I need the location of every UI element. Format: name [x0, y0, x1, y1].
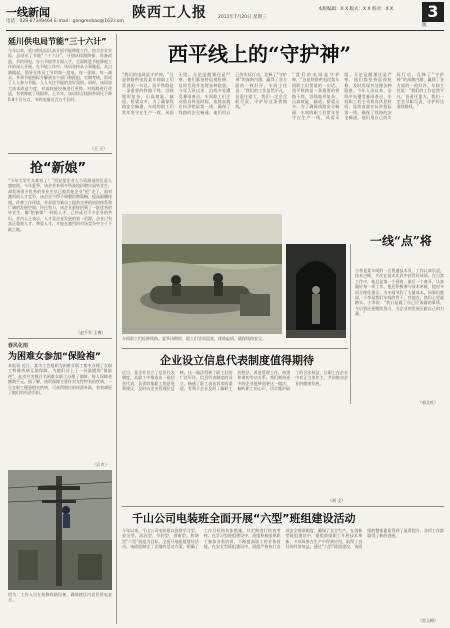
page-header [0, 0, 450, 30]
bottom-story-signature: （雷玉梅） [418, 618, 438, 623]
story3-body: 本报讯 近日，某市工会组织为困难女职工集中办理了女职工特殊疾病互助保障，为她们送上了一份温暖的“保险袍”。此次共为数百名困难女职工办理了保障，每人保障金额数千元。据了解，该项保障主要针对女性特有的疾病，一旦女职工罹患相关疾病，可获得相应的经济补助，有效减轻了她们的经济负担。 [8, 363, 112, 396]
divider [122, 348, 348, 349]
column-divider [350, 244, 351, 404]
page-label: 版 [422, 23, 427, 28]
story3-title: 为困难女参加“保险袍” [8, 352, 101, 362]
newspaper-masthead: 陕西工人报 [132, 5, 207, 21]
side-story-signature: （郭全旺） [418, 400, 438, 405]
tunnel-illustration [286, 244, 346, 338]
main-story-body-right: “我们的电网是守护神，”这是铁路供电段某车间职工们常说的一句话。西平铁路是一条重要的铁路干线，沿线地形复杂，山高坡陡，隧道、桥梁众多。为了确保线路安全畅通，车间的职工们常年坚守在生产一线，风雨无阻。无论是酷暑还是严寒，他们都坚持巡视检修，及时发现并处理各种隐患。今年入汛以来，沿线多处遭受暴雨袭击，车间职工们主动放弃休息时间，连续奋战在抗洪抢险第一线，确保了线路的安全畅通。他们用自己的实际行动，诠释了“守护神”的深刻内涵，赢得了各方面的一致好评。车间主任说：“我们的工作虽然平凡，但责任重大，我们一定会尽职尽责，守护好这条铁路线。” [292, 72, 444, 121]
flood-scene-illustration [122, 214, 282, 334]
publication-date: 2011年7月20日 星期三 [218, 15, 267, 20]
side-story-body: 小李是某车间的一名普通技术员，工作认真负责，技术过硬，多次在技术比武中获得好成绩。在日常工作中，他总是第一个到岗，最后一个离开，认真做好每一项工作。他还积极参与技术革新，提出多项合理化建议，为车间节约了大量成本。同事们都说，小李是我们车间的骨干，有他在，我们心里就踏实。小李说：“我只是做了自己应该做的事情，今后我还要继续努力，为企业的发展贡献自己的力量。” [355, 268, 444, 317]
main-story-title: 西平线上的“守护神” [168, 42, 352, 66]
story2-title: 抢“新娘” [30, 161, 87, 176]
divider [122, 506, 444, 507]
divider [8, 153, 112, 154]
bottom-story-title: 千山公司电装班全面开展“六型”班组建设活动 [132, 512, 356, 525]
story1-signature: （王 天） [90, 146, 108, 151]
main-story-body-left: “我们的电网是守护神，”这是铁路供电段某车间职工们常说的一句话。西平铁路是一条重要的铁路干线，沿线地形复杂，山高坡陡，隧道、桥梁众多。为了确保线路安全畅通，车间的职工们常年坚守在生产一线，风雨无阻。无论是酷暑还是严寒，他们都坚持巡视检修，及时发现并处理各种隐患。今年入汛以来，沿线多处遭受暴雨袭击，车间职工们主动放弃休息时间，连续奋战在抗洪抢险第一线，确保了线路的安全畅通。他们用自己的实际行动，诠释了“守护神”的深刻内涵，赢得了各方面的一致好评。车间主任说：“我们的工作虽然平凡，但责任重大，我们一定会尽职尽责，守护好这条铁路线。” [122, 72, 287, 115]
page-number: 3 [422, 2, 444, 22]
header-rule [6, 30, 444, 31]
column-divider [116, 34, 117, 624]
mid-story-body: 近日，某企业设立了信息代表制度，从职工中推选出一批信息代表，负责收集职工的意见和建议，及时向企业管理层反映。这一做法得到了职工们的广泛好评。信息代表制度的设立，畅通了职工表达诉求的渠道，有利于企业及时了解职工的想法，改进管理工作，构建和谐的劳动关系。我们期待更多的企业能够借鉴这一做法，倾听职工的心声，切实维护职工的合法权益，让职工在企业中真正当家作主，共同推动企业的健康发展。 [122, 370, 348, 392]
story2-signature: （赵千军 王梅） [76, 330, 106, 335]
story3-kicker: 春风化雨 [8, 343, 29, 349]
left-photo-caption: 图为：工作人员在检修线路设备，确保辖区内居民用电安全。 [8, 592, 112, 603]
flood-rescue-photo [122, 214, 282, 334]
mid-story-signature: （胡 文） [328, 498, 346, 503]
tunnel-inspection-photo [286, 244, 346, 338]
story2-body: “今年大学生太难招了！”西安某企业人力资源部的负责人感叹道。今年夏季，该企业来到多所高校招聘应届毕业生，却发现很多优秀的毕业生早已被其他企业“抢”走了。面对激烈的人才竞争，该企业不得不调整招聘策略，提高薪酬待遇，改善工作环境，并承诺为新员工提供完善的培训体系和广阔的发展空间。经过努力，该企业最终招到了一批优秀的毕业生。像“抢新娘”一样抢人才，已经成为不少企业的共识。业内人士表示，人才是企业发展的第一资源，企业只有真正重视人才、尊重人才，才能在激烈的市场竞争中立于不败之地。 [8, 178, 112, 232]
main-photo-caption: 车间职工们检修线路。夏季汛期时，职工们冒雨巡查，排除险情，确保线路安全。 [122, 336, 266, 341]
utility-pole-illustration [8, 470, 112, 590]
story1-title: 延川供电局节能“三十六计” [8, 37, 107, 46]
side-story-title: 一线“点”将 [370, 234, 432, 248]
editor-credits: 本版编辑：X X 版式：X X 校对：X X [318, 7, 394, 12]
divider [8, 338, 112, 339]
story3-signature: （吴 红） [92, 462, 110, 467]
contact-info: 电话：029-87349464 E-mail：gongrenbao@163.com [6, 19, 124, 24]
section-name: 一线新闻 [6, 6, 50, 19]
bottom-story-body: 今年以来，千山公司电装班以创建学习型、安全型、清洁型、节约型、创新型、和谐型“六型”班组为目标，全面开展班组建设活动。该班组制定了详细的活动方案，明确了工作目标和具体措施，并定期进行检查考核。在学习型班组建设中，班组积极组织职工参加各类培训，不断提高职工的业务技能。在安全型班组建设中，班组严格执行各项安全规章制度，确保了安全生产。在创新型班组建设中，班组鼓励职工开展技术革新，多项成果在生产中得到应用，取得了良好的经济效益。通过“六型”班组建设，该班组的整体素质得到了显著提升，各项工作都取得了新的进展。 [122, 528, 444, 550]
mid-story-title: 企业设立信息代表制度值得期待 [160, 354, 314, 367]
story1-body: 今年以来，延川供电局认真开展节能降耗工作，结合企业实际，总结出了节能“三十六计”，分别从线路降损、设备改造、节约用电、办公节能等方面入手，全面推进节能降耗工作的深入开展。在节能工作中，该局坚持从小事做起，从点滴做起，倡导全体员工节约每一度电、每一张纸、每一滴水，并将节能指标分解到各个部门和班组，定期考核，形成了人人参与节能、人人关注节能的良好氛围。同时，该局加大技术改造力度，对高耗能设备进行更换，对线路进行改造，有效降低了线损率。上半年，该局综合线损率同比下降0.8个百分点，节约电量近百万千瓦时。 [8, 48, 112, 102]
utility-pole-photo [8, 470, 112, 590]
